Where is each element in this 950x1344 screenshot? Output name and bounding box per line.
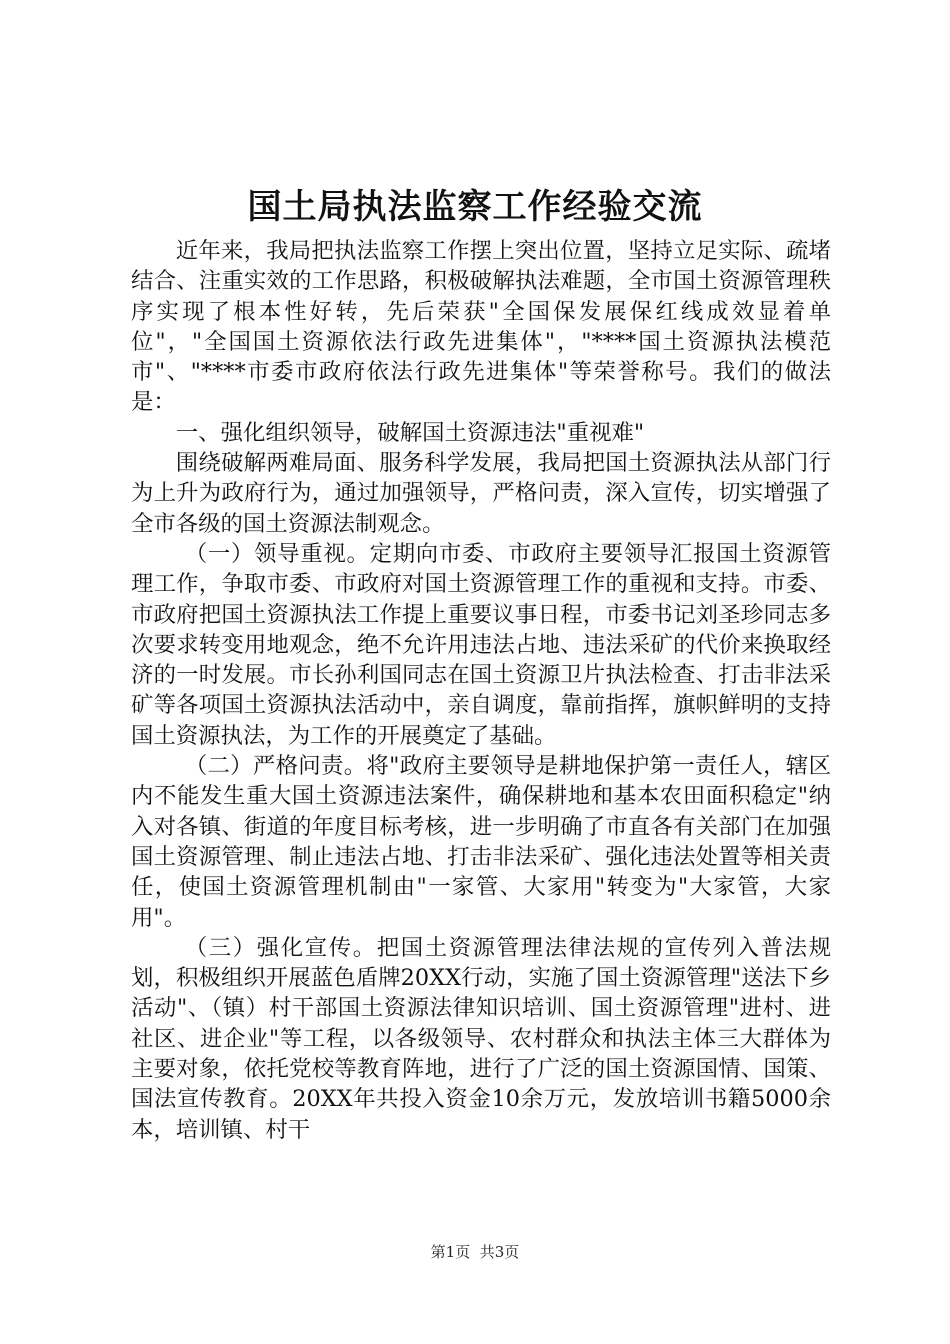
section-heading-1: 一、强化组织领导，破解国土资源违法"重视难" [175, 419, 645, 446]
document-title: 国土局执法监察工作经验交流 [247, 187, 703, 227]
paragraph-section-1: 围绕破解两难局面、服务科学发展，我局把国土资源执法从部门行为上升为政府行为，通过加强领导，严格问责，深入宣传，切实增强了全市各级的国土资源法制观念。 [131, 450, 831, 537]
page-number: 第1页 [430, 1243, 471, 1261]
page-footer [0, 1242, 950, 1262]
paragraph-item-2: （二）严格问责。将"政府主要领导是耕地保护第一责任人，辖区内不能发生重大国土资源违法案件，确保耕地和基本农田面积稳定"纳入对各镇、街道的年度目标考核，进一步明确了市直各有关部门在加强国土资源管理、制止违法占地、打击非法采矿、强化违法处置等相关责任，使国土资源管理机制由"一家管、大家用"转变为"大家管，大家用"。 [131, 753, 831, 931]
paragraph-item-1: （一）领导重视。定期向市委、市政府主要领导汇报国土资源管理工作，争取市委、市政府对国土资源管理工作的重视和支持。市委、市政府把国土资源执法工作提上重要议事日程，市委书记刘圣珍同志多次要求转变用地观念，绝不允许用违法占地、违法采矿的代价来换取经济的一时发展。市长孙利国同志在国土资源卫片执法检查、打击非法采矿等各项国土资源执法活动中，亲自调度，靠前指挥，旗帜鲜明的支持国土资源执法，为工作的开展奠定了基础。 [131, 540, 831, 749]
paragraph-intro: 近年来，我局把执法监察工作摆上突出位置，坚持立足实际、疏堵结合、注重实效的工作思路，积极破解执法难题，全市国土资源管理秩序实现了根本性好转，先后荣获"全国保发展保红线成效显着单位"，"全国国土资源依法行政先进集体"，"****国土资源执法模范市"、"****市委市政府依法行政先进集体"等荣誉称号。我们的做法是： [131, 238, 831, 416]
page-total: 共3页 [479, 1243, 520, 1261]
paragraph-item-3: （三）强化宣传。把国土资源管理法律法规的宣传列入普法规划，积极组织开展蓝色盾牌20XX行动，实施了国土资源管理"送法下乡活动"、（镇）村干部国土资源法律知识培训、国土资源管理"进村、进社区、进企业"等工程，以各级领导、农村群众和执法主体三大群体为主要对象，依托党校等教育阵地，进行了广泛的国土资源国情、国策、国法宣传教育。20XX年共投入资金10余万元，发放培训书籍5000余本，培训镇、村干 [131, 934, 831, 1143]
document-body [131, 236, 831, 1145]
